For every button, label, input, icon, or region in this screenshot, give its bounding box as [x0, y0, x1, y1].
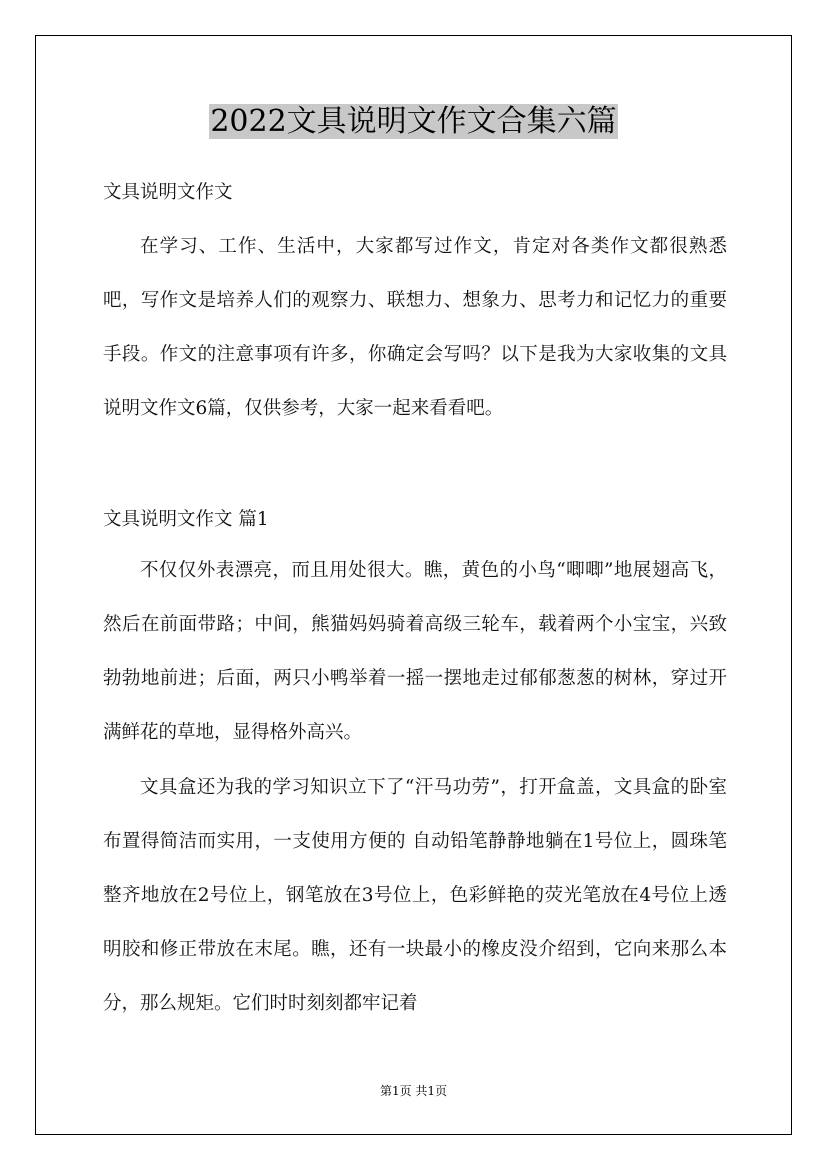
- section-1-paragraph-1: 不仅仅外表漂亮，而且用处很大。瞧，黄色的小鸟“唧唧”地展翅高飞，然后在前面带路；中间，熊猫妈妈骑着高级三轮车，载着两个小宝宝，兴致勃勃地前进；后面，两只小鸭举着一摇一摆地走过郁郁葱葱的树林，穿过开满鲜花的草地，显得格外高兴。: [103, 560, 727, 743]
- section-1-paragraph-2: 文具盒还为我的学习知识立下了“汗马功劳”，打开盒盖，文具盒的卧室布置得简洁而实用，一支使用方便的 自动铅笔静静地躺在1号位上，圆珠笔整齐地放在2号位上，钢笔放在3号位上，色彩鲜艳的荧光笔放在4号位上透明胶和修正带放在末尾。瞧，还有一块最小的橡皮没介绍到，它向来那么本分，那么规矩。它们时时刻刻都牢记着: [103, 777, 727, 1014]
- section-1-heading: 文具说明文作文 篇1: [103, 509, 269, 530]
- intro-heading: 文具说明文作文: [103, 182, 233, 203]
- intro-paragraph: 在学习、工作、生活中，大家都写过作文，肯定对各类作文都很熟悉吧，写作文是培养人们的观察力、联想力、想象力、思考力和记忆力的重要手段。作文的注意事项有许多，你确定会写吗？以下是我为大家收集的文具说明文作文6篇，仅供参考，大家一起来看看吧。: [103, 236, 727, 419]
- document-title: [0, 100, 827, 144]
- document-title-text: 2022文具说明文作文合集六篇: [210, 104, 617, 139]
- page-footer: 第1页 共1页: [379, 1084, 448, 1098]
